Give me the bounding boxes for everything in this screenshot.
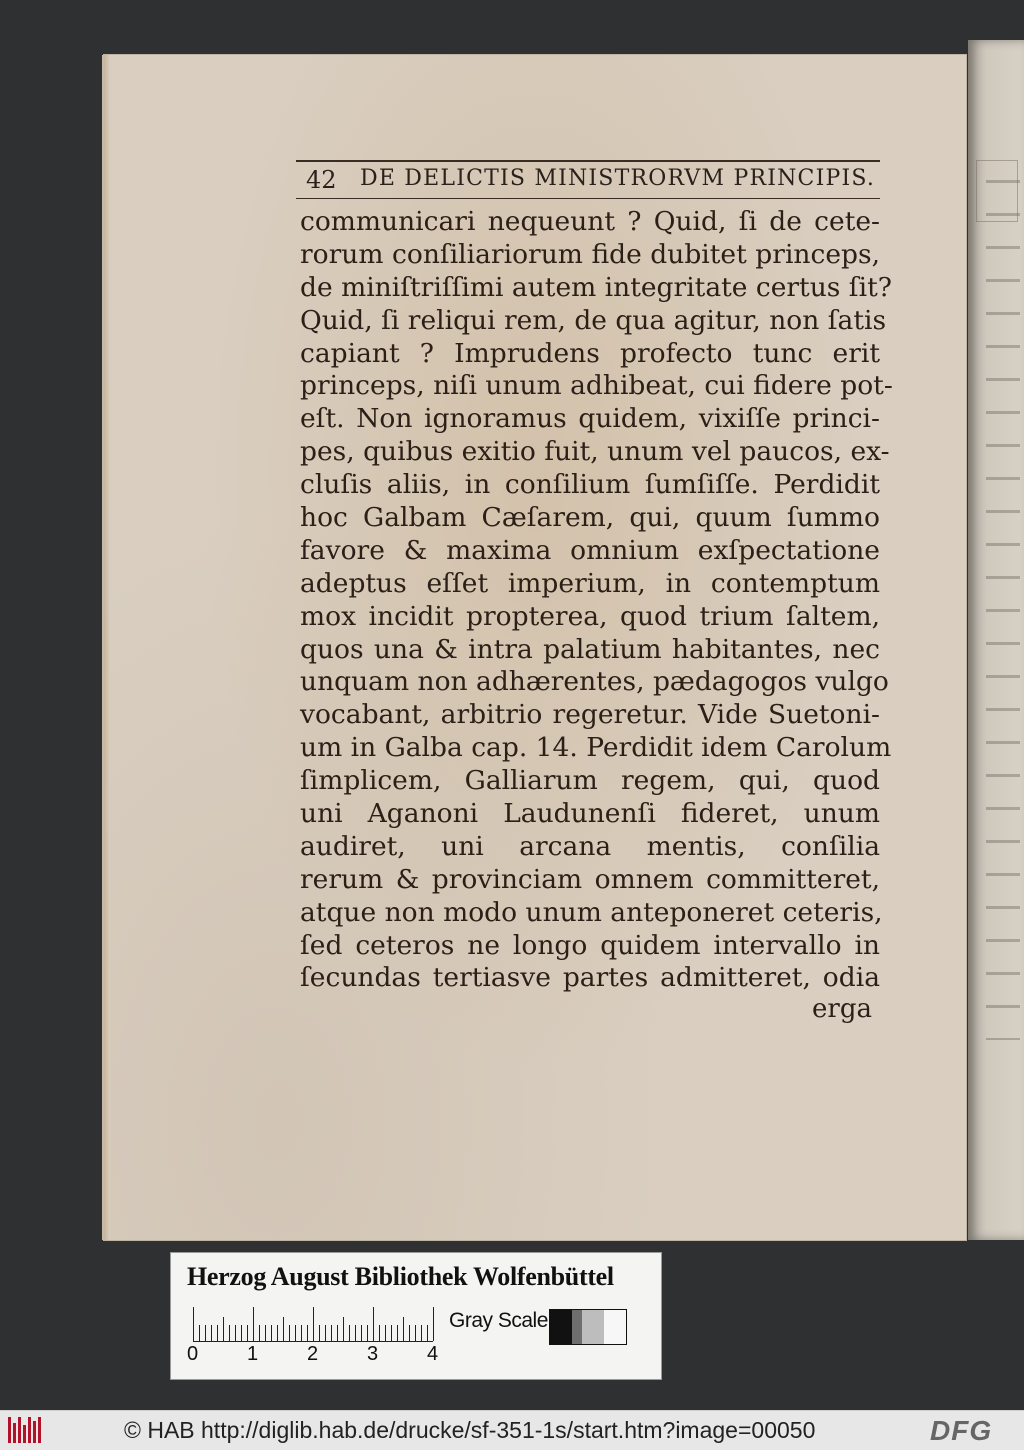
ruler-tick bbox=[403, 1317, 404, 1341]
facing-page-edge bbox=[968, 40, 1024, 1240]
facing-page-stamp-shadow bbox=[976, 160, 1018, 222]
text-line: um in Galba cap. 14. Perdidit idem Carolum bbox=[300, 732, 892, 764]
header-rule-bottom bbox=[296, 198, 880, 199]
ruler-tick bbox=[235, 1325, 236, 1341]
ruler-tick bbox=[415, 1325, 416, 1341]
text-line: ſimplicem, Galliarum regem, qui, quod bbox=[300, 765, 880, 797]
gray-scale-label: Gray Scale bbox=[449, 1309, 548, 1332]
text-line: ſed ceteros ne longo quidem intervallo in bbox=[300, 929, 880, 961]
text-line: adeptus eſſet imperium, in contemptum bbox=[300, 567, 880, 599]
text-line: eſt. Non ignoramus quidem, vixiſſe princi- bbox=[300, 403, 880, 435]
ruler-tick bbox=[301, 1325, 302, 1341]
ruler-tick bbox=[409, 1325, 410, 1341]
ruler-tick bbox=[427, 1325, 428, 1341]
ruler-label: 2 bbox=[307, 1343, 319, 1365]
text-line: princeps, niſi unum adhibeat, cui fidere pot- bbox=[300, 370, 893, 402]
ruler-tick bbox=[253, 1307, 254, 1341]
ruler-label: 0 bbox=[187, 1343, 199, 1365]
ruler-tick bbox=[397, 1325, 398, 1341]
gray-swatch bbox=[604, 1310, 626, 1344]
ruler-tick bbox=[211, 1325, 212, 1341]
ruler-tick bbox=[433, 1307, 434, 1341]
page-edge bbox=[104, 55, 110, 1240]
body-text bbox=[300, 206, 893, 995]
ruler-tick bbox=[355, 1325, 356, 1341]
text-line: pes, quibus exitio fuit, unum vel paucos, ex- bbox=[300, 436, 890, 468]
running-title: DE DELICTIS MINISTRORVM PRINCIPIS. bbox=[360, 166, 876, 191]
ruler-tick bbox=[265, 1325, 266, 1341]
ruler-tick bbox=[331, 1325, 332, 1341]
institution-name: Herzog August Bibliothek Wolfenbüttel bbox=[187, 1262, 614, 1291]
header-rule-top bbox=[296, 160, 880, 162]
ruler-tick bbox=[295, 1325, 296, 1341]
footer-bar bbox=[0, 1410, 1024, 1450]
ruler-tick bbox=[385, 1325, 386, 1341]
ruler-tick bbox=[367, 1325, 368, 1341]
facing-page-text-shadow bbox=[986, 180, 1020, 1040]
ruler-tick bbox=[205, 1325, 206, 1341]
ruler-tick bbox=[337, 1325, 338, 1341]
ruler-tick bbox=[193, 1307, 194, 1341]
text-line: communicari nequeunt ? Quid, ſi de cete- bbox=[300, 206, 880, 237]
text-line: ſecundas tertiasve partes admitteret, odia bbox=[300, 962, 880, 994]
text-line: vocabant, arbitrio regeretur. Vide Suetoni- bbox=[300, 699, 880, 731]
dfg-logo: DFG bbox=[930, 1415, 993, 1446]
ruler-tick bbox=[421, 1325, 422, 1341]
text-line: cluſis aliis, in conſilium ſumſiſſe. Perdidit bbox=[300, 469, 880, 501]
color-scale-card bbox=[170, 1252, 662, 1380]
text-line: rorum conſiliariorum fide dubitet princeps, bbox=[300, 238, 880, 270]
ruler-tick bbox=[199, 1325, 200, 1341]
ruler-tick bbox=[217, 1325, 218, 1341]
ruler-tick bbox=[223, 1317, 224, 1341]
catchword: erga bbox=[812, 994, 872, 1024]
ruler-tick bbox=[289, 1325, 290, 1341]
ruler-label: 1 bbox=[247, 1343, 259, 1365]
ruler-tick bbox=[343, 1317, 344, 1341]
gray-scale-swatches bbox=[549, 1309, 627, 1345]
gray-swatch bbox=[572, 1310, 582, 1344]
ruler-tick bbox=[307, 1325, 308, 1341]
text-line: de miniſtriſſimi autem integritate certus ſit? bbox=[300, 271, 892, 303]
text-line: rerum & provinciam omnem committeret, bbox=[300, 863, 880, 895]
ruler-tick bbox=[277, 1325, 278, 1341]
scale-ruler bbox=[193, 1307, 433, 1342]
text-line: uni Aganoni Laudunenſi fideret, unum bbox=[300, 798, 880, 830]
ruler-tick bbox=[271, 1325, 272, 1341]
ruler-tick bbox=[313, 1307, 314, 1341]
text-line: atque non modo unum anteponeret ceteris, bbox=[300, 896, 883, 928]
ruler-tick bbox=[391, 1325, 392, 1341]
ruler-tick bbox=[349, 1325, 350, 1341]
text-line: hoc Galbam Cæſarem, qui, quum ſummo bbox=[300, 502, 880, 534]
ruler-tick bbox=[229, 1325, 230, 1341]
text-line: favore & maxima omnium exſpectatione bbox=[300, 534, 880, 566]
hab-logo-icon bbox=[8, 1417, 48, 1443]
text-line: Quid, ſi reliqui rem, de qua agitur, non ſatis bbox=[300, 304, 887, 336]
copyright-link[interactable]: © HAB http://diglib.hab.de/drucke/sf-351-1s/start.htm?image=00050 bbox=[124, 1417, 816, 1443]
text-line: unquam non adhærentes, pædagogos vulgo bbox=[300, 666, 889, 698]
ruler-tick bbox=[373, 1307, 374, 1341]
ruler-tick bbox=[259, 1325, 260, 1341]
ruler-tick bbox=[247, 1325, 248, 1341]
ruler-label: 4 bbox=[427, 1343, 439, 1365]
text-line: mox incidit propterea, quod trium ſaltem, bbox=[300, 600, 880, 632]
ruler-tick bbox=[379, 1325, 380, 1341]
ruler-tick bbox=[325, 1325, 326, 1341]
ruler-tick bbox=[283, 1317, 284, 1341]
text-line: audiret, uni arcana mentis, conſilia bbox=[300, 830, 880, 862]
page-number: 42 bbox=[306, 166, 337, 194]
ruler-label: 3 bbox=[367, 1343, 379, 1365]
ruler-tick bbox=[241, 1325, 242, 1341]
ruler-tick bbox=[319, 1325, 320, 1341]
text-line: capiant ? Imprudens profecto tunc erit bbox=[300, 337, 880, 369]
ruler-tick bbox=[361, 1325, 362, 1341]
gray-swatch bbox=[550, 1310, 572, 1344]
gray-swatch bbox=[582, 1310, 604, 1344]
text-line: quos una & intra palatium habitantes, nec bbox=[300, 633, 880, 665]
